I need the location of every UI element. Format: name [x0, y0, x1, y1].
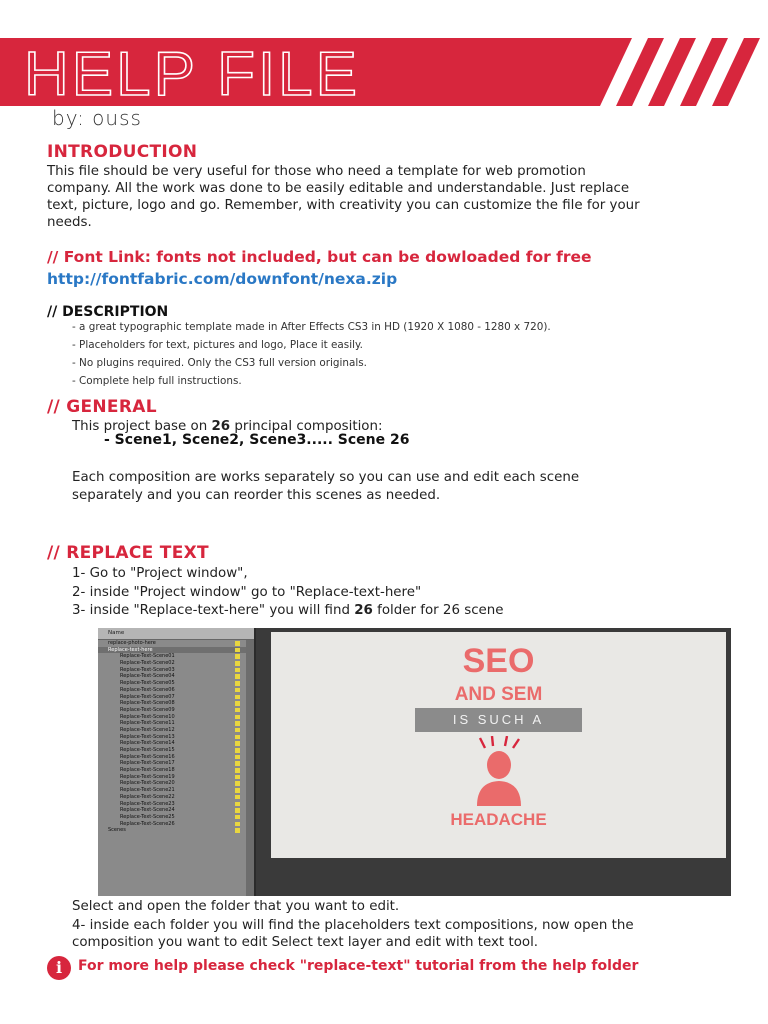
project-row-label: Replace-Text-Scene22 — [120, 793, 175, 800]
step-1: 1- Go to "Project window", — [72, 566, 248, 581]
project-row[interactable] — [98, 767, 254, 774]
project-row[interactable] — [98, 827, 254, 834]
project-row-label: Replace-Text-Scene11 — [120, 720, 175, 727]
label-color-swatch — [235, 755, 240, 760]
general-heading: // GENERAL — [47, 397, 157, 417]
step-3-post: folder for 26 scene — [372, 603, 504, 618]
project-row[interactable] — [98, 740, 254, 747]
project-row-label: Replace-Text-Scene09 — [120, 706, 175, 713]
project-row[interactable] — [98, 720, 254, 727]
preview-canvas — [271, 632, 726, 858]
project-row[interactable] — [98, 760, 254, 767]
panel-header: Name — [98, 628, 254, 640]
project-row[interactable] — [98, 801, 254, 808]
project-row-label: replace-photo-here — [108, 640, 156, 646]
project-row[interactable] — [98, 747, 254, 754]
project-row[interactable] — [98, 787, 254, 794]
step-3-count: 26 — [354, 603, 373, 618]
project-row-label: Replace-Text-Scene16 — [120, 753, 175, 760]
label-color-swatch — [235, 795, 240, 800]
project-row-label: Replace-Text-Scene06 — [120, 686, 175, 693]
preview-headache: HEADACHE — [450, 810, 547, 829]
label-color-swatch — [235, 768, 240, 773]
label-color-swatch — [235, 674, 240, 679]
label-color-swatch — [235, 815, 240, 820]
project-row[interactable] — [98, 794, 254, 801]
project-row-label: Replace-Text-Scene21 — [120, 787, 175, 794]
description-list — [72, 318, 551, 390]
preview-and-sem: AND SEM — [454, 684, 543, 705]
general-count: 26 — [211, 419, 231, 434]
panel-scrollbar — [246, 640, 254, 896]
description-item: - Placeholders for text, pictures and logo, Place it easily. — [72, 339, 363, 351]
project-row[interactable] — [98, 714, 254, 721]
project-row-label: Replace-text-here — [108, 646, 153, 653]
after-line-2: 4- inside each folder you will find the placeholders text compositions, now open the — [72, 918, 634, 933]
project-row[interactable] — [98, 667, 254, 674]
replace-text-heading: // REPLACE TEXT — [47, 543, 209, 563]
label-color-swatch — [235, 668, 240, 673]
project-row-label: Replace-Text-Scene08 — [120, 700, 175, 707]
composition-preview — [256, 628, 731, 896]
help-note: For more help please check "replace-text" tutorial from the help folder — [78, 958, 639, 974]
project-row[interactable] — [98, 727, 254, 734]
project-row-label: Scenes — [108, 827, 126, 834]
label-color-swatch — [235, 695, 240, 700]
label-color-swatch — [235, 728, 240, 733]
project-row[interactable] — [98, 754, 254, 761]
project-row-label: Replace-Text-Scene01 — [120, 653, 175, 660]
project-row-label: Replace-Text-Scene20 — [120, 780, 175, 787]
project-rows — [98, 640, 254, 834]
title-banner — [0, 38, 768, 109]
label-color-swatch — [235, 641, 240, 646]
project-row-label: Replace-Text-Scene12 — [120, 726, 175, 733]
preview-seo: SEO — [462, 642, 535, 680]
general-line-1-pre: This project base on — [72, 419, 212, 434]
label-color-swatch — [235, 735, 240, 740]
after-line-3: composition you want to edit Select text layer and edit with text tool. — [72, 935, 539, 950]
project-row[interactable] — [98, 673, 254, 680]
project-row-label: Replace-Text-Scene24 — [120, 807, 175, 814]
project-row-label: Replace-Text-Scene07 — [120, 693, 175, 700]
project-row[interactable] — [98, 814, 254, 821]
label-color-swatch — [235, 721, 240, 726]
general-line-1-post: principal composition: — [230, 419, 383, 434]
preview-ribbon: IS SUCH A — [415, 708, 582, 732]
font-link-label: // Font Link: fonts not included, but can be dowloaded for free — [47, 248, 592, 266]
project-row-label: Replace-Text-Scene14 — [120, 740, 175, 747]
replace-steps — [72, 565, 504, 621]
scenes-list: - Scene1, Scene2, Scene3..... Scene 26 — [104, 432, 410, 448]
label-color-swatch — [235, 822, 240, 827]
label-color-swatch — [235, 802, 240, 807]
project-row-label: Replace-Text-Scene18 — [120, 767, 175, 774]
general-para-line-2: separately and you can reorder this scenes as needed. — [72, 488, 441, 503]
description-item: - No plugins required. Only the CS3 full version originals. — [72, 357, 367, 369]
label-color-swatch — [235, 781, 240, 786]
intro-line-3: text, picture, logo and go. Remember, with creativity you can customize the file for your — [47, 198, 640, 213]
step-3-pre: 3- inside "Replace-text-here" you will find — [72, 603, 355, 618]
step-2: 2- inside "Project window" go to "Replace-text-here" — [72, 584, 422, 600]
project-row-label: Replace-Text-Scene10 — [120, 713, 175, 720]
intro-line-1: This file should be very useful for those who need a template for web promotion — [47, 164, 586, 179]
description-heading: // DESCRIPTION — [47, 304, 169, 320]
label-color-swatch — [235, 648, 240, 653]
label-color-swatch — [235, 681, 240, 686]
head-icon — [471, 736, 527, 806]
project-row-label: Replace-Text-Scene26 — [120, 820, 175, 827]
intro-heading: INTRODUCTION — [47, 142, 198, 162]
label-color-swatch — [235, 661, 240, 666]
label-color-swatch — [235, 708, 240, 713]
step-3 — [72, 602, 504, 621]
project-row[interactable] — [98, 780, 254, 787]
label-color-swatch — [235, 828, 240, 833]
label-color-swatch — [235, 701, 240, 706]
project-row[interactable] — [98, 700, 254, 707]
project-row-label: Replace-Text-Scene17 — [120, 760, 175, 767]
project-row-label: Replace-Text-Scene15 — [120, 747, 175, 753]
project-row[interactable] — [98, 821, 254, 828]
label-color-swatch — [235, 715, 240, 720]
project-row[interactable] — [98, 774, 254, 781]
project-row[interactable] — [98, 653, 254, 660]
label-color-swatch — [235, 808, 240, 813]
label-color-swatch — [235, 654, 240, 659]
info-icon: i — [47, 956, 71, 980]
label-color-swatch — [235, 741, 240, 746]
project-row[interactable] — [98, 687, 254, 694]
description-item: - Complete help full instructions. — [72, 375, 242, 387]
project-row[interactable] — [98, 734, 254, 741]
project-row-label: Replace-Text-Scene05 — [120, 680, 175, 687]
project-row[interactable] — [98, 660, 254, 667]
description-item: - a great typographic template made in After Effects CS3 in HD (1920 X 1080 - 1280 x 720). — [72, 321, 551, 333]
project-row-label: Replace-Text-Scene13 — [120, 733, 175, 740]
project-row[interactable] — [98, 647, 254, 654]
project-row-label: Replace-Text-Scene03 — [120, 666, 175, 673]
project-row-label: Replace-Text-Scene02 — [120, 660, 175, 667]
byline: by: ouss — [52, 106, 142, 130]
project-row-label: Replace-Text-Scene23 — [120, 800, 175, 807]
after-line-1: Select and open the folder that you want to edit. — [72, 899, 400, 914]
project-row-label: Replace-Text-Scene04 — [120, 673, 175, 680]
project-row[interactable] — [98, 640, 254, 647]
project-row-label: Replace-Text-Scene25 — [120, 813, 175, 820]
label-color-swatch — [235, 788, 240, 793]
project-row-label: Replace-Text-Scene19 — [120, 773, 175, 780]
project-row[interactable] — [98, 807, 254, 814]
label-color-swatch — [235, 761, 240, 766]
project-window-screenshot — [98, 628, 731, 896]
label-color-swatch — [235, 748, 240, 753]
project-row[interactable] — [98, 694, 254, 701]
intro-line-2: company. All the work was done to be easily editable and understandable. Just replace — [47, 181, 630, 196]
project-panel — [98, 628, 254, 896]
general-para-line-1: Each composition are works separately so you can use and edit each scene — [72, 470, 580, 485]
label-color-swatch — [235, 775, 240, 780]
project-row[interactable] — [98, 680, 254, 687]
project-row[interactable] — [98, 707, 254, 714]
font-download-link[interactable]: http://fontfabric.com/downfont/nexa.zip — [47, 270, 398, 288]
label-color-swatch — [235, 688, 240, 693]
intro-line-4: needs. — [47, 215, 92, 230]
page-title: HELP FILE — [24, 40, 361, 109]
